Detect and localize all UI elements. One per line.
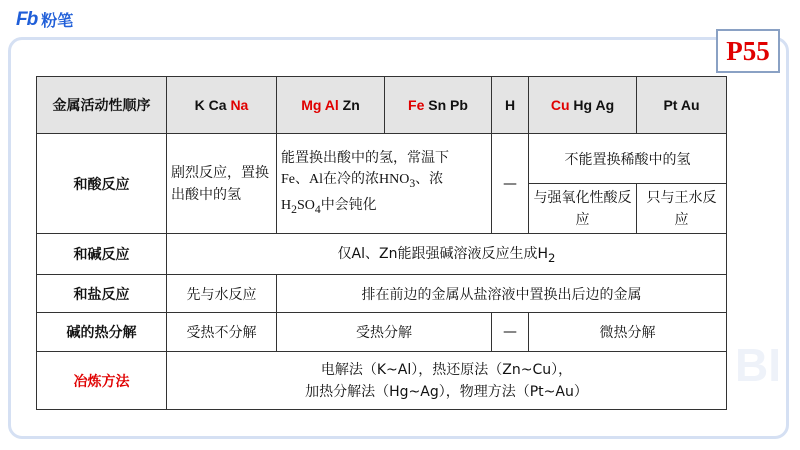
header-group-cu-ag: Cu Hg Ag [529,77,637,134]
smelting-label: 冶炼方法 [37,352,167,410]
acid-no-displace: 不能置换稀酸中的氢 [529,134,727,184]
hydroxide-k-na: 受热不分解 [167,313,277,352]
header-group-k-na: K Ca Na [167,77,277,134]
acid-k-na: 剧烈反应，置换出酸中的氢 [167,134,277,234]
metal-activity-table [36,76,727,410]
acid-pt-au: 只与王水反应 [637,184,727,234]
brand-name: 粉笔 [41,11,74,30]
salt-rest: 排在前边的金属从盐溶液中置换出后边的金属 [277,275,727,313]
header-row [37,77,727,134]
header-group-h: H [492,77,529,134]
smelting-text: 电解法（K~Al），热还原法（Zn~Cu）， 加热分解法（Hg~Ag），物理方法（Pt~Au） [167,352,727,410]
acid-row [37,134,727,184]
acid-h: — [492,134,529,234]
acid-mg-pb: 能置换出酸中的氢，常温下 Fe、Al在冷的浓$HNO_3$、浓 $H_2SO_4$中会钝化 [277,134,492,234]
header-group-mg-zn: Mg Al Zn [277,77,385,134]
hydroxide-cu-au: 微热分解 [529,313,727,352]
brand-mark: Fb [16,8,38,30]
salt-k-na: 先与水反应 [167,275,277,313]
salt-row [37,275,727,313]
header-group-pt-au: Pt Au [637,77,727,134]
header-title: 金属活动性顺序 [37,77,167,134]
smelting-row [37,352,727,410]
base-text: 仅Al、Zn能跟强碱溶液反应生成$H_2$ [167,234,727,275]
hydroxide-mg-pb: 受热分解 [277,313,492,352]
acid-cu-ag: 与强氧化性酸反应 [529,184,637,234]
salt-label: 和盐反应 [37,275,167,313]
watermark: BI [735,339,781,391]
hydroxide-row [37,313,727,352]
page-number: P55 [716,29,780,73]
brand-logo [16,8,73,31]
acid-label: 和酸反应 [37,134,167,234]
base-label: 和碱反应 [37,234,167,275]
header-group-fe-pb: Fe Sn Pb [385,77,492,134]
hydroxide-h: — [492,313,529,352]
hydroxide-label: 碱的热分解 [37,313,167,352]
base-row [37,234,727,275]
